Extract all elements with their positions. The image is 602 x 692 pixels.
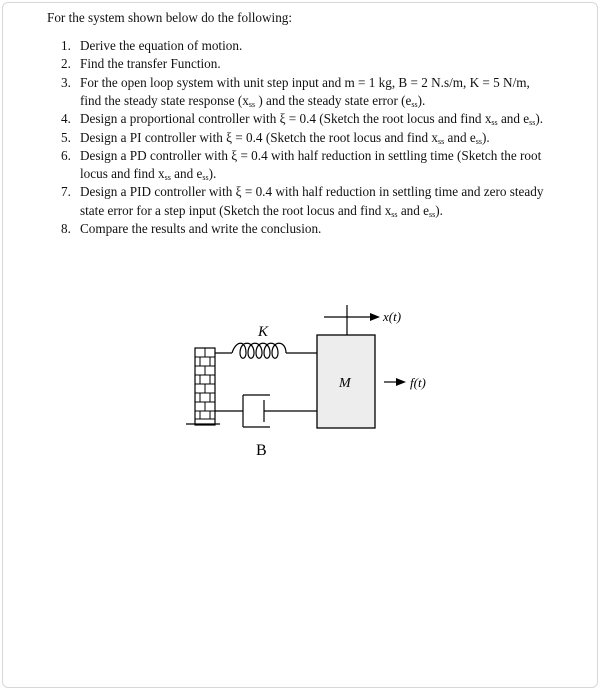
question-number: 5. [61,129,71,145]
question-text: For the open loop system with unit step input and m = 1 kg, B = 2 N.s/m, K = 5 N/m, [80,74,530,90]
question-number: 2. [61,56,71,72]
question-number: 7. [61,184,71,200]
question-text: Design a PD controller with ξ = 0.4 with half reduction in settling time (Sketch the root [80,147,542,163]
force-label: f(t) [410,375,426,390]
spring [215,343,317,358]
question-text: Design a PID controller with ξ = 0.4 with half reduction in settling time and zero steady [80,184,544,200]
question-number: 1. [61,38,71,53]
damper [215,395,317,427]
question-text: Find the transfer Function. [80,56,221,72]
fixed-wall [186,348,220,425]
question-text: Design a proportional controller with ξ = 0.4 (Sketch the root locus and find $x_{ss}$ and $e_{ss}$). [80,111,544,128]
question-text: state error for a step input (Sketch the root locus and find $x_{ss}$ and $e_{ss}$). [80,202,443,219]
question-text: Derive the equation of motion. [80,38,243,53]
displacement-arrow [324,305,380,335]
question-number: 4. [61,111,71,127]
question-text: locus and find $x_{ss}$ and $e_{ss}$). [80,166,217,183]
question-number: 3. [61,74,71,90]
question-text: Compare the results and write the conclusion. [80,221,322,236]
question-number: 6. [61,147,71,163]
intro-text: For the system shown below do the following: [47,10,293,25]
mass-label: M [339,376,351,391]
displacement-label: x(t) [383,309,402,324]
question-text: find the steady state response ($x_{ss}$ ) and the steady state error $(e_{ss})$. [80,92,426,109]
spring-label: K [258,324,269,340]
question-text: Design a PI controller with ξ = 0.4 (Sketch the root locus and find $x_{ss}$ and $e_{ss}$). [80,129,490,146]
question-number: 8. [61,221,71,236]
force-arrow [384,378,406,386]
damper-label: B [256,442,267,459]
